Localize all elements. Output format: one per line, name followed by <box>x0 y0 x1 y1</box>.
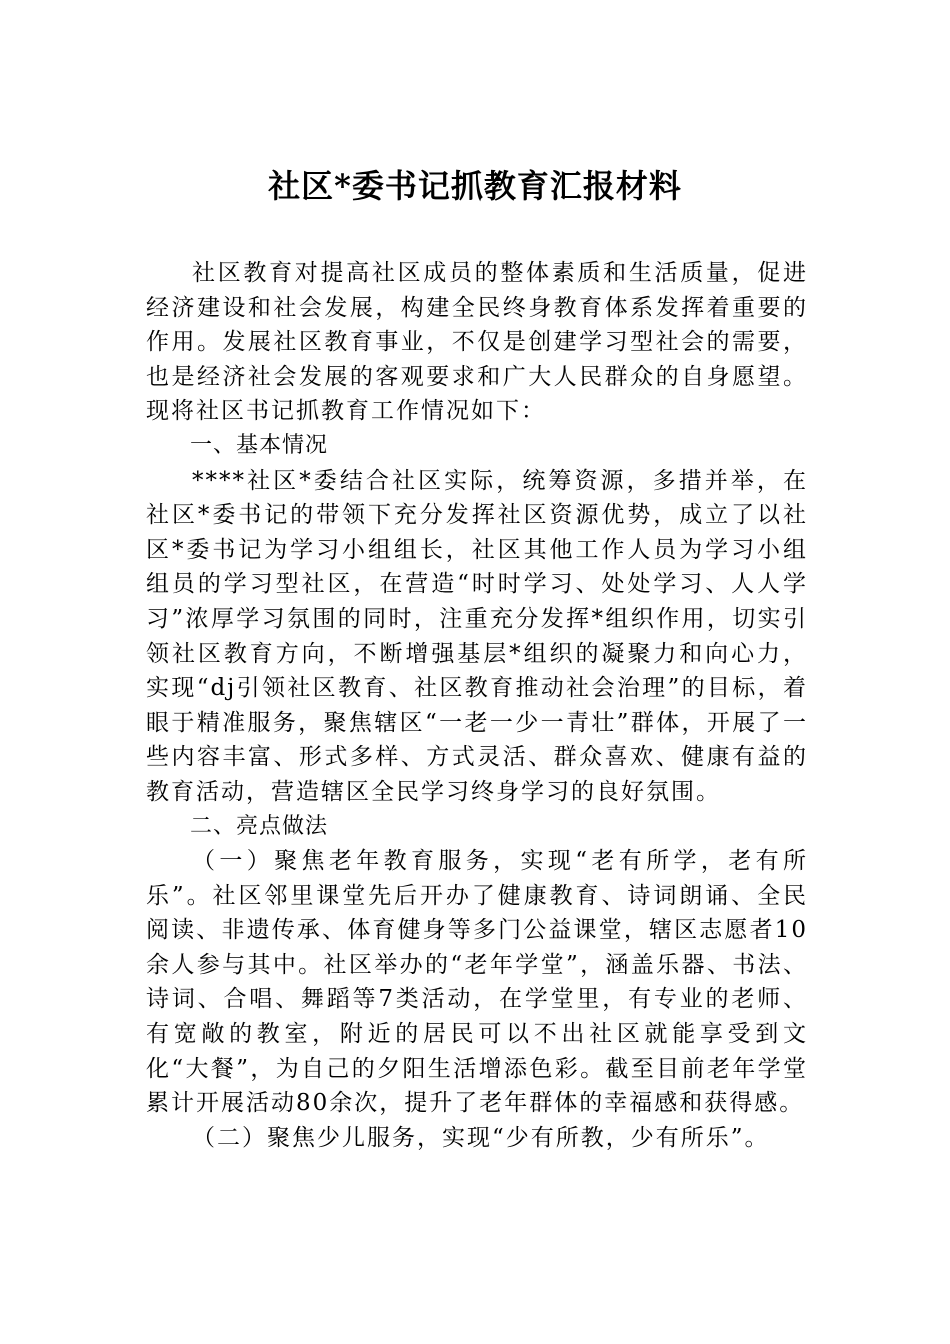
document-title: 社区*委书记抓教育汇报材料 <box>268 167 682 205</box>
elderly-education-paragraph: （一）聚焦老年教育服务，实现“老有所学，老有所乐”。社区邻里课堂先后开办了健康教育、诗词朗诵、全民阅读、非遗传承、体育健身等多门公益课堂，辖区志愿者10余人参与其中。社区举办的“老年学堂”，涵盖乐器、书法、诗词、合唱、舞蹈等7类活动，在学堂里，有专业的老师、有宽敞的教室，附近的居民可以不出社区就能享受到文化“大餐”，为自己的夕阳生活增添色彩。截至目前老年学堂累计开展活动80余次，提升了老年群体的幸福感和获得感。 <box>146 848 808 1117</box>
intro-paragraph: 社区教育对提高社区成员的整体素质和生活质量，促进经济建设和社会发展，构建全民终身教育体系发挥着重要的作用。发展社区教育事业，不仅是创建学习型社会的需要，也是经济社会发展的客观要求和广大人民群众的自身愿望。现将社区书记抓教育工作情况如下： <box>146 260 808 425</box>
children-service-paragraph: （二）聚焦少儿服务，实现“少有所教，少有所乐”。 <box>192 1124 770 1151</box>
section-heading-basic: 一、基本情况 <box>190 432 329 458</box>
basic-situation-paragraph: ****社区*委结合社区实际，统筹资源，多措并举，在社区*委书记的带领下充分发挥社区资源优势，成立了以社区*委书记为学习小组组长，社区其他工作人员为学习小组组员的学习型社区，在营造“时时学习、处处学习、人人学习”浓厚学习氛围的同时，注重充分发挥*组织作用，切实引领社区教育方向，不断增强基层*组织的凝聚力和向心力，实现“dj引领社区教育、社区教育推动社会治理”的目标，着眼于精准服务，聚焦辖区“一老一少一青壮”群体，开展了一些内容丰富、形式多样、方式灵活、群众喜欢、健康有益的教育活动，营造辖区全民学习终身学习的良好氛围。 <box>146 467 808 805</box>
section-heading-highlights: 二、亮点做法 <box>190 813 329 839</box>
document-body <box>146 256 808 1155</box>
